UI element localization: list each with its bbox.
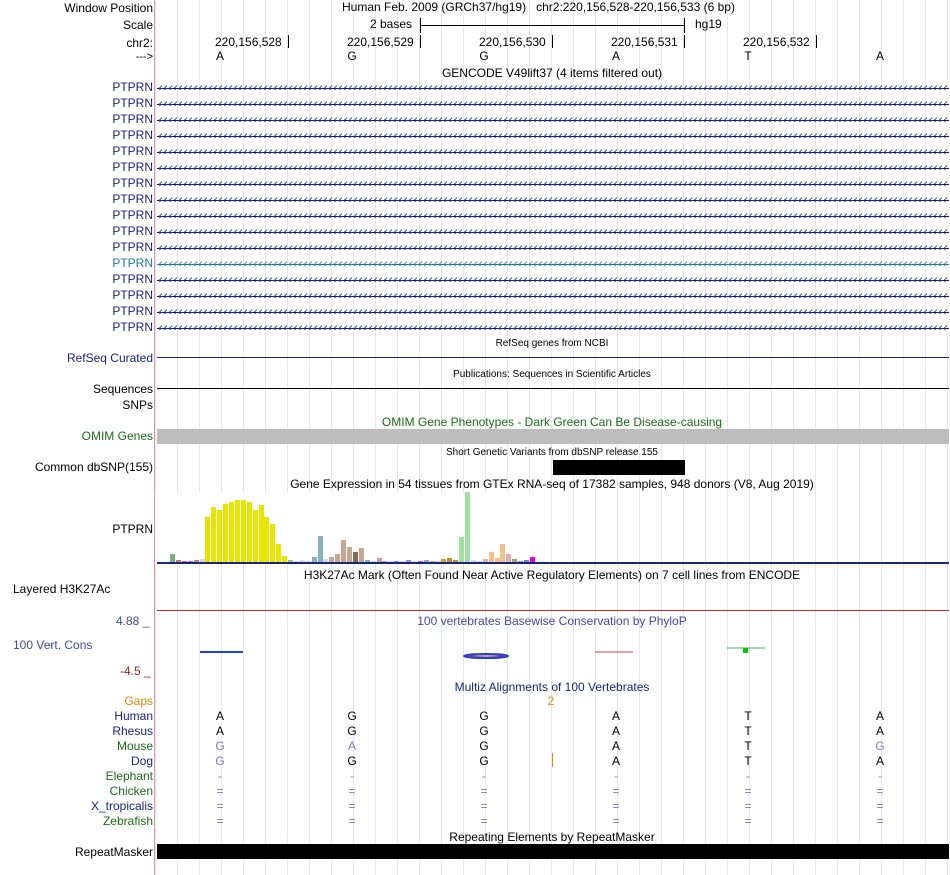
- gencode-gene-label[interactable]: PTPRN: [112, 80, 153, 94]
- gtex-baseline: [157, 562, 949, 564]
- h3k27ac-baseline: [157, 610, 949, 611]
- db-name: hg19: [695, 17, 722, 31]
- multiz-base: -: [350, 769, 354, 783]
- ruler-coord: 220,156,530: [479, 35, 546, 49]
- multiz-species-label[interactable]: Elephant: [105, 769, 153, 783]
- phylop-label[interactable]: 100 Vert. Cons: [13, 638, 93, 652]
- gencode-gene-label[interactable]: PTPRN: [112, 304, 153, 318]
- multiz-base: -: [218, 769, 222, 783]
- gencode-transcript[interactable]: [157, 261, 949, 266]
- gencode-track-title[interactable]: GENCODE V49lift37 (4 items filtered out): [441, 66, 663, 80]
- gencode-transcript[interactable]: [157, 181, 949, 186]
- ruler-coord: 220,156,528: [215, 35, 282, 49]
- multiz-base: G: [875, 739, 885, 753]
- multiz-species-label[interactable]: Dog: [130, 754, 153, 768]
- multiz-base: =: [612, 814, 620, 828]
- scale-label: Scale: [122, 18, 153, 32]
- gtex-bar[interactable]: [500, 544, 505, 562]
- gtex-bar[interactable]: [341, 540, 346, 562]
- ruler-coord: 220,156,531: [611, 35, 678, 49]
- gtex-bar[interactable]: [335, 554, 340, 562]
- gtex-bar[interactable]: [170, 554, 175, 562]
- gtex-bar[interactable]: [247, 502, 252, 562]
- multiz-track-title[interactable]: Multiz Alignments of 100 Vertebrates: [454, 680, 650, 694]
- gtex-bar[interactable]: [276, 544, 281, 562]
- gtex-bar[interactable]: [211, 507, 216, 562]
- multiz-base: A: [215, 724, 225, 738]
- omim-track-title[interactable]: OMIM Gene Phenotypes - Dark Green Can Be Disease-causing: [381, 415, 723, 429]
- gtex-bar[interactable]: [353, 552, 358, 562]
- gtex-bar[interactable]: [205, 517, 210, 562]
- phylop-plot[interactable]: [155, 640, 949, 665]
- multiz-base: =: [348, 799, 356, 813]
- multiz-species-label[interactable]: Rhesus: [112, 724, 153, 738]
- multiz-base: =: [744, 814, 752, 828]
- gencode-transcript[interactable]: [157, 245, 949, 250]
- multiz-base: T: [744, 754, 752, 768]
- gencode-transcript[interactable]: [157, 229, 949, 234]
- multiz-base: =: [216, 799, 224, 813]
- multiz-base: =: [348, 784, 356, 798]
- gencode-gene-label[interactable]: PTPRN: [112, 96, 153, 110]
- multiz-base: =: [216, 814, 224, 828]
- dbsnp-label[interactable]: Common dbSNP(155): [34, 460, 153, 474]
- multiz-base: A: [611, 739, 621, 753]
- multiz-base: =: [348, 814, 356, 828]
- gtex-bar[interactable]: [235, 500, 240, 562]
- publications-track-title[interactable]: Publications: Sequences in Scientific Articles: [453, 369, 651, 380]
- multiz-base: A: [875, 724, 885, 738]
- chrom-label: chr2:: [126, 36, 153, 50]
- gtex-bar[interactable]: [217, 510, 222, 562]
- gencode-gene-label[interactable]: PTPRN: [112, 240, 153, 254]
- multiz-base: A: [611, 724, 621, 738]
- multiz-base: A: [875, 754, 885, 768]
- snps-label[interactable]: SNPs: [122, 398, 153, 412]
- multiz-base: G: [479, 739, 489, 753]
- gencode-transcript[interactable]: [157, 149, 949, 154]
- multiz-base: =: [480, 784, 488, 798]
- multiz-base: G: [347, 709, 357, 723]
- multiz-base: =: [744, 784, 752, 798]
- ruler-base: A: [875, 49, 885, 63]
- gtex-bar[interactable]: [347, 547, 352, 562]
- phylop-track-title[interactable]: 100 vertebrates Basewise Conservation by PhyloP: [417, 614, 687, 628]
- multiz-base: G: [347, 724, 357, 738]
- omim-label[interactable]: OMIM Genes: [81, 429, 153, 443]
- ruler-base: G: [479, 49, 489, 63]
- ruler-tick: [420, 35, 421, 48]
- multiz-species-label[interactable]: Human: [114, 709, 153, 723]
- ruler-tick: [816, 35, 817, 48]
- gtex-bar[interactable]: [253, 510, 258, 562]
- gtex-bar[interactable]: [506, 554, 511, 562]
- gencode-gene-label[interactable]: PTPRN: [112, 320, 153, 334]
- gtex-bar[interactable]: [264, 517, 269, 562]
- multiz-base: -: [482, 769, 486, 783]
- repeatmasker-feature[interactable]: [157, 844, 949, 859]
- multiz-base: =: [876, 784, 884, 798]
- gencode-transcript[interactable]: [157, 117, 949, 122]
- ruler-tick: [684, 35, 685, 48]
- multiz-base: -: [746, 769, 750, 783]
- refseq-feature[interactable]: [157, 357, 949, 358]
- gencode-transcript[interactable]: [157, 165, 949, 170]
- multiz-base: =: [876, 799, 884, 813]
- gencode-transcript[interactable]: [157, 101, 949, 106]
- gencode-gene-label[interactable]: PTPRN: [112, 224, 153, 238]
- ruler-coord: 220,156,529: [347, 35, 414, 49]
- multiz-base: =: [876, 814, 884, 828]
- gencode-gene-label[interactable]: PTPRN: [112, 288, 153, 302]
- multiz-base: G: [215, 739, 225, 753]
- gencode-transcript[interactable]: [157, 133, 949, 138]
- gencode-gene-label[interactable]: PTPRN: [112, 160, 153, 174]
- gtex-bar[interactable]: [259, 505, 264, 562]
- ruler-base: A: [215, 49, 225, 63]
- multiz-base: A: [347, 739, 357, 753]
- phylop-signal: [200, 648, 765, 658]
- gencode-gene-label[interactable]: PTPRN: [112, 112, 153, 126]
- gencode-transcript[interactable]: [157, 213, 949, 218]
- multiz-species-label[interactable]: X_tropicalis: [90, 799, 153, 813]
- multiz-base: G: [347, 754, 357, 768]
- multiz-species-label[interactable]: Mouse: [116, 739, 153, 753]
- ruler-base: G: [347, 49, 357, 63]
- gtex-bar[interactable]: [270, 524, 275, 562]
- omim-feature[interactable]: [157, 429, 949, 444]
- phylop-ymax: 4.88 _: [116, 614, 150, 628]
- ruler-coord: 220,156,532: [743, 35, 810, 49]
- gap-count: 2: [547, 694, 555, 708]
- gencode-gene-label[interactable]: PTPRN: [112, 128, 153, 142]
- multiz-base: G: [479, 709, 489, 723]
- multiz-base: =: [612, 784, 620, 798]
- multiz-base: =: [612, 799, 620, 813]
- multiz-base: G: [479, 754, 489, 768]
- dbsnp-track-title[interactable]: Short Genetic Variants from dbSNP release 155: [446, 447, 658, 458]
- h3k27ac-label[interactable]: Layered H3K27Ac: [13, 582, 111, 596]
- gap-marker: [552, 753, 553, 767]
- gencode-transcript[interactable]: [157, 309, 949, 314]
- gaps-label[interactable]: Gaps: [124, 694, 153, 708]
- ruler-base: T: [744, 49, 752, 63]
- position-text: chr2:220,156,528-220,156,533 (6 bp): [536, 0, 735, 14]
- multiz-base: =: [744, 799, 752, 813]
- gtex-bar[interactable]: [241, 500, 246, 562]
- grid-line: [155, 0, 156, 875]
- gtex-bar[interactable]: [459, 537, 464, 562]
- refseq-label[interactable]: RefSeq Curated: [66, 351, 153, 365]
- gencode-transcript[interactable]: [157, 325, 949, 330]
- multiz-species-label[interactable]: Zebrafish: [102, 814, 153, 828]
- multiz-base: -: [878, 769, 882, 783]
- publications-feature[interactable]: [157, 388, 949, 389]
- multiz-species-label[interactable]: Chicken: [109, 784, 153, 798]
- gencode-gene-label[interactable]: PTPRN: [112, 176, 153, 190]
- multiz-base: T: [744, 709, 752, 723]
- gencode-gene-label[interactable]: PTPRN: [112, 256, 153, 270]
- scale-text: 2 bases: [370, 17, 413, 31]
- gencode-gene-label[interactable]: PTPRN: [112, 192, 153, 206]
- ruler-base: A: [611, 49, 621, 63]
- multiz-base: A: [875, 709, 885, 723]
- strand-toggle[interactable]: --->: [135, 51, 153, 63]
- refseq-track-title[interactable]: RefSeq genes from NCBI: [495, 338, 609, 349]
- gencode-transcript[interactable]: [157, 197, 949, 202]
- multiz-base: =: [480, 814, 488, 828]
- multiz-base: G: [215, 754, 225, 768]
- repeatmasker-track-title[interactable]: Repeating Elements by RepeatMasker: [449, 830, 655, 844]
- ruler-tick: [288, 35, 289, 48]
- gtex-bar[interactable]: [223, 504, 228, 562]
- gencode-transcript[interactable]: [157, 293, 949, 298]
- multiz-base: A: [215, 709, 225, 723]
- multiz-base: A: [611, 754, 621, 768]
- multiz-base: T: [744, 724, 752, 738]
- multiz-base: G: [479, 724, 489, 738]
- gencode-gene-label[interactable]: PTPRN: [112, 208, 153, 222]
- ruler-tick: [552, 35, 553, 48]
- publications-label[interactable]: Sequences: [92, 382, 153, 396]
- gtex-bar[interactable]: [318, 536, 323, 562]
- track-divider: [154, 0, 155, 875]
- multiz-base: -: [614, 769, 618, 783]
- gtex-bar[interactable]: [229, 502, 234, 562]
- dbsnp-feature[interactable]: [553, 460, 685, 475]
- gencode-transcript[interactable]: [157, 277, 949, 282]
- multiz-base: T: [744, 739, 752, 753]
- multiz-base: A: [611, 709, 621, 723]
- phylop-ymin: -4.5 _: [120, 664, 151, 678]
- assembly-title: Human Feb. 2009 (GRCh37/hg19) chr2:220,156,528-220,156,533 (6 bp): [342, 0, 735, 14]
- gtex-bar[interactable]: [489, 552, 494, 562]
- h3k27ac-track-title[interactable]: H3K27Ac Mark (Often Found Near Active Regulatory Elements) on 7 cell lines from ENCODE: [303, 568, 801, 582]
- gencode-transcript[interactable]: [157, 85, 949, 90]
- gtex-track-title[interactable]: Gene Expression in 54 tissues from GTEx RNA-seq of 17382 samples, 948 donors (V8, Aug 2019): [290, 477, 814, 491]
- gtex-bar[interactable]: [465, 492, 470, 562]
- repeatmasker-label[interactable]: RepeatMasker: [74, 845, 153, 859]
- multiz-base: =: [216, 784, 224, 798]
- window-position-label: Window Position: [64, 1, 153, 15]
- scale-bar: [421, 25, 685, 26]
- gencode-gene-label[interactable]: PTPRN: [112, 144, 153, 158]
- gtex-bar[interactable]: [359, 548, 364, 562]
- gencode-gene-label[interactable]: PTPRN: [112, 272, 153, 286]
- gtex-label[interactable]: PTPRN: [112, 522, 153, 536]
- multiz-base: =: [480, 799, 488, 813]
